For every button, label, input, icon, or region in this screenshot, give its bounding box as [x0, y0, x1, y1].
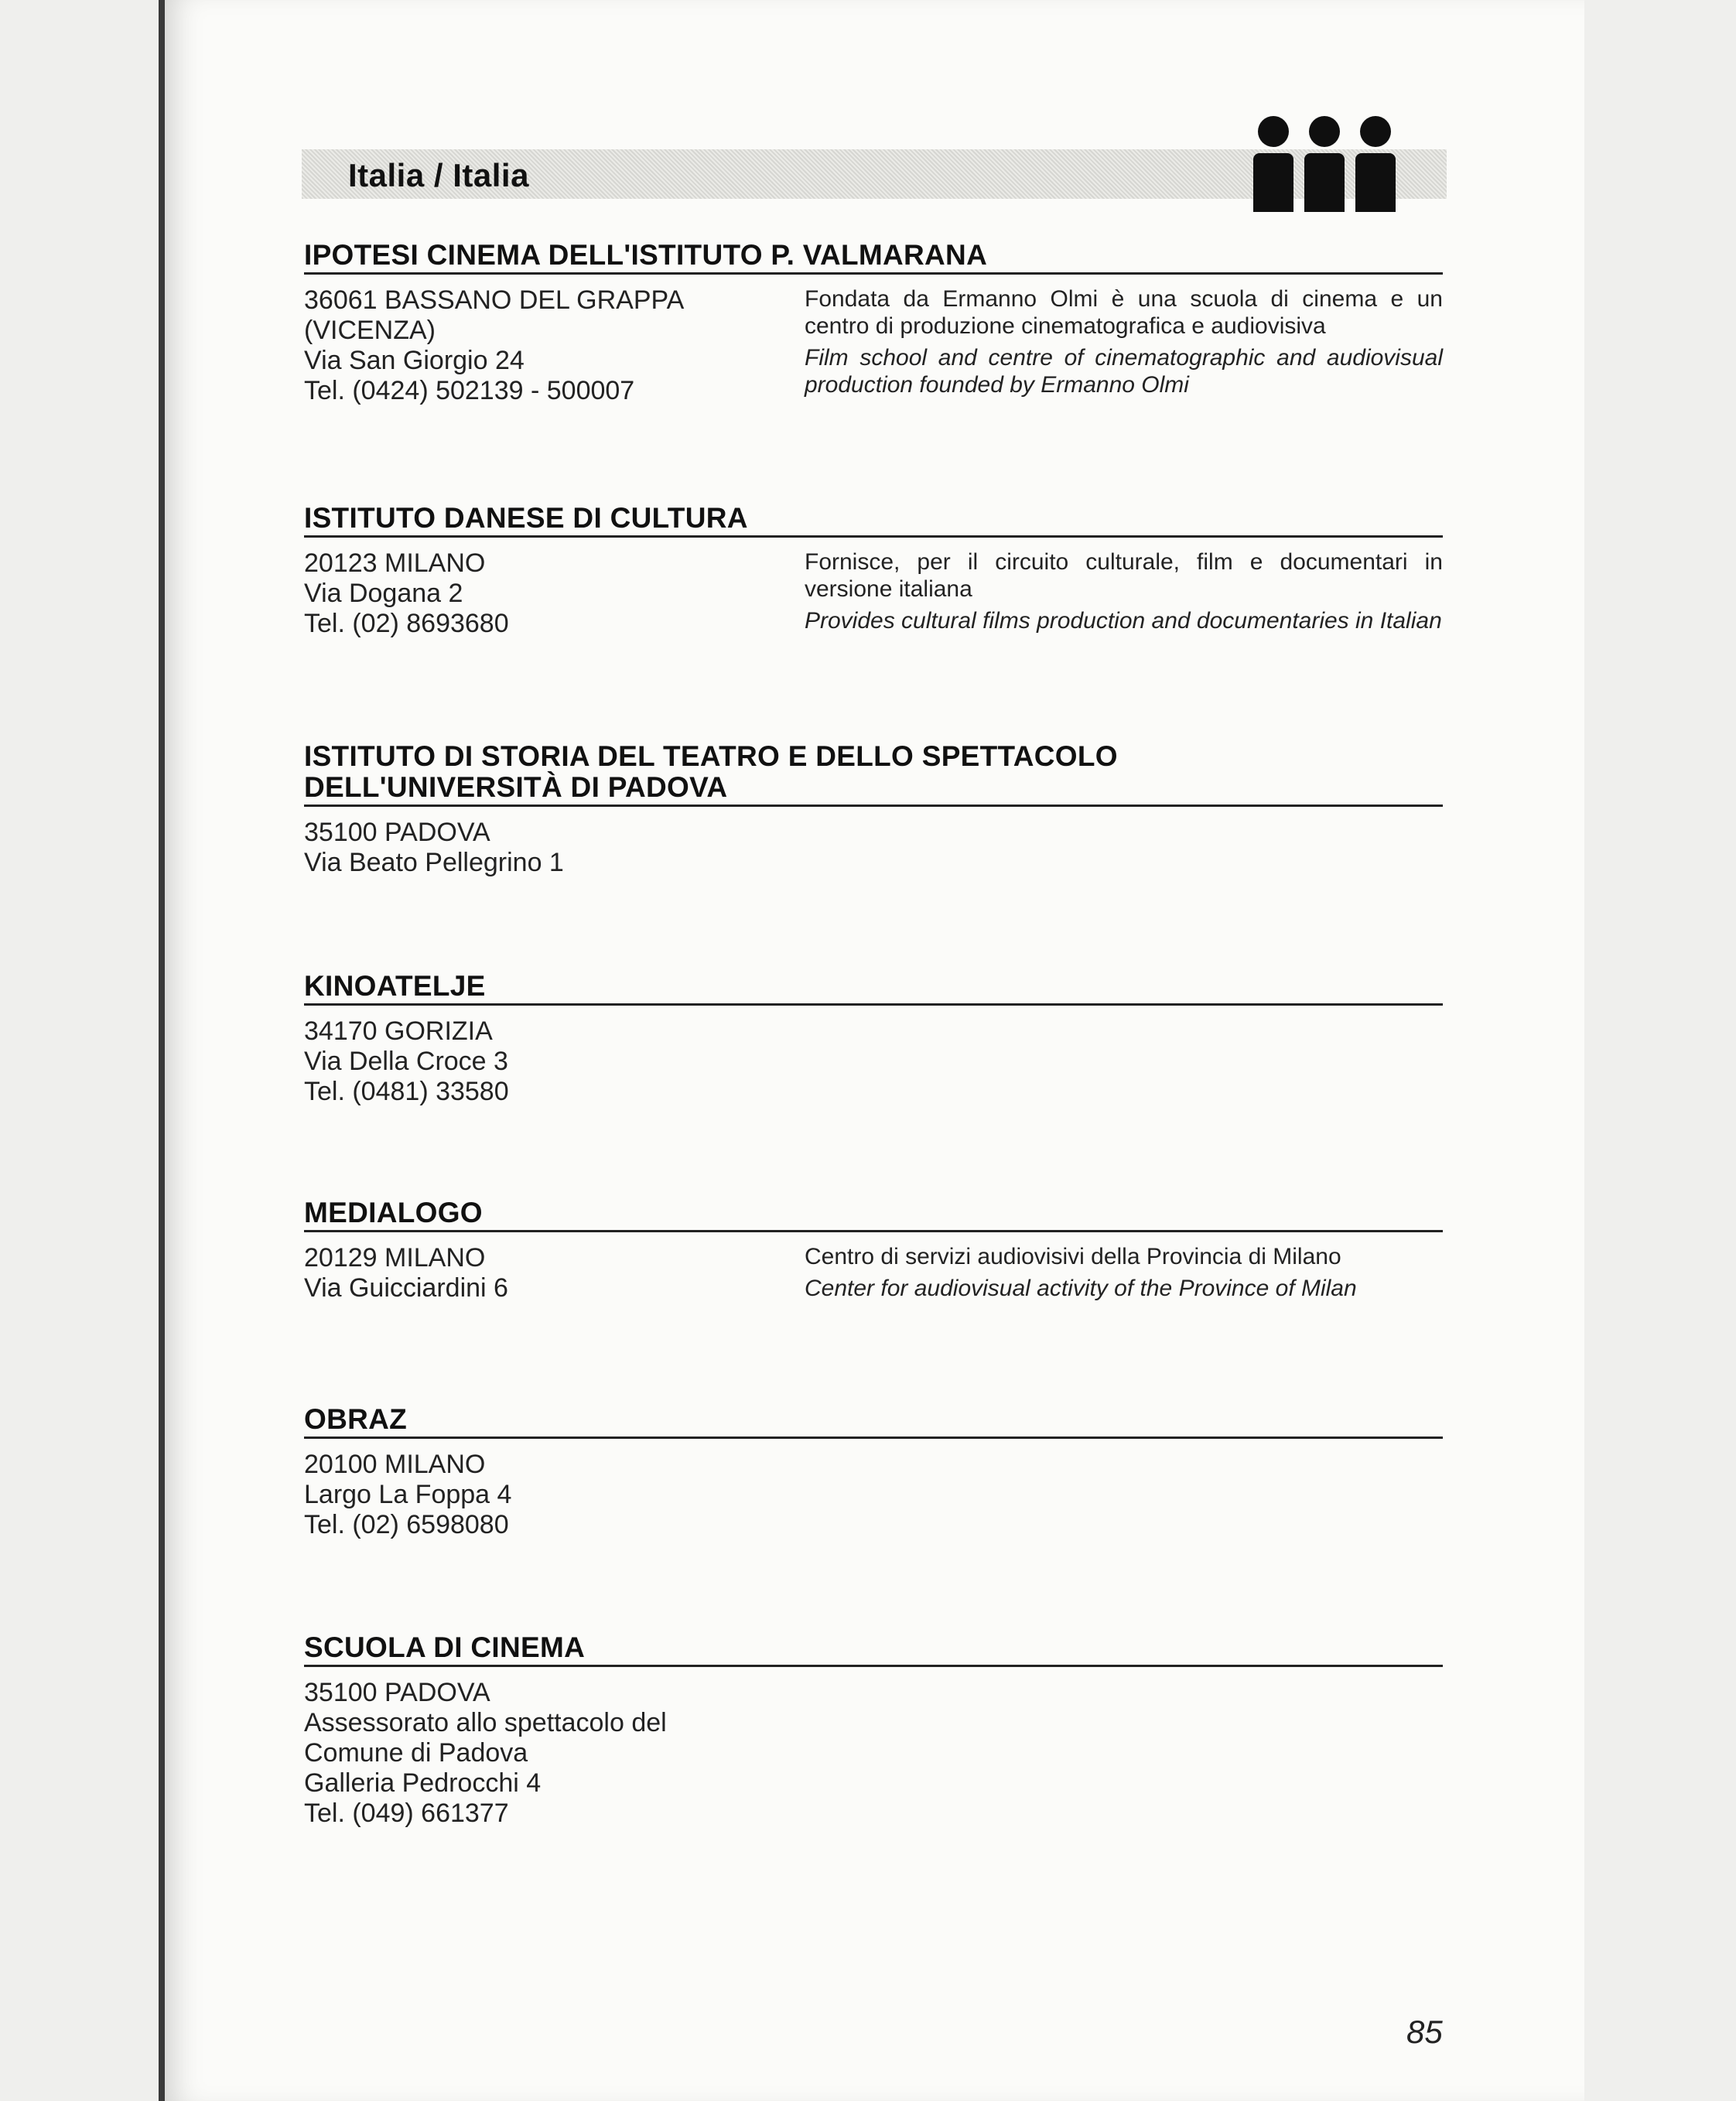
directory-entry: [304, 971, 1443, 1107]
page-number: 85: [1406, 2014, 1443, 2050]
entry-description: [805, 1243, 1443, 1302]
people-group-icon: [1253, 116, 1400, 212]
description-english: Film school and centre of cinematographic and audiovisual production founded by Ermanno Olmi: [805, 345, 1443, 398]
description-italian: Centro di servizi audiovisivi della Provincia di Milano: [805, 1244, 1341, 1269]
entry-address: 36061 BASSANO DEL GRAPPA (VICENZA) Via San Giorgio 24 Tel. (0424) 502139 - 500007: [304, 285, 685, 405]
section-title: Italia / Italia: [348, 157, 529, 193]
directory-entry: [304, 240, 1443, 406]
entry-name: [304, 741, 1443, 807]
entry-name-line-1: ISTITUTO DI STORIA DEL TEATRO E DELLO SPETTACOLO: [304, 740, 1118, 772]
person-icon: [1304, 116, 1345, 212]
directory-entry: [304, 741, 1443, 878]
entry-address: 35100 PADOVA Via Beato Pellegrino 1: [304, 818, 564, 877]
entry-address: 20129 MILANO Via Guicciardini 6: [304, 1243, 508, 1303]
description-italian: Fornisce, per il circuito culturale, film e documentari in versione italiana: [805, 549, 1443, 602]
entry-name: IPOTESI CINEMA DELL'ISTITUTO P. VALMARANA: [304, 240, 1443, 275]
person-icon: [1355, 116, 1396, 212]
directory-entry: [304, 1197, 1443, 1303]
entry-address: 20123 MILANO Via Dogana 2 Tel. (02) 8693680: [304, 548, 509, 638]
entry-description: [805, 548, 1443, 634]
entry-name: SCUOLA DI CINEMA: [304, 1632, 1443, 1667]
entry-name: OBRAZ: [304, 1404, 1443, 1439]
person-icon: [1253, 116, 1293, 212]
directory-entry: [304, 1632, 1443, 1829]
entry-name-line-2: DELL'UNIVERSITÀ DI PADOVA: [304, 771, 728, 803]
description-english: Center for audiovisual activity of the Province of Milan: [805, 1276, 1357, 1301]
entry-name: MEDIALOGO: [304, 1197, 1443, 1232]
entry-address: 35100 PADOVA Assessorato allo spettacolo del Comune di Padova Galleria Pedrocchi 4 Tel. (049) 661377: [304, 1678, 667, 1828]
entry-name: KINOATELJE: [304, 971, 1443, 1006]
directory-entry: [304, 503, 1443, 639]
entry-address: 34170 GORIZIA Via Della Croce 3 Tel. (0481) 33580: [304, 1016, 509, 1106]
description-italian: Fondata da Ermanno Olmi è una scuola di cinema e un centro di produzione cinematografica e audiovisiva: [805, 286, 1443, 339]
entry-address: 20100 MILANO Largo La Foppa 4 Tel. (02) 6598080: [304, 1450, 512, 1539]
entry-name: ISTITUTO DANESE DI CULTURA: [304, 503, 1443, 538]
entry-description: [805, 285, 1443, 398]
description-english: Provides cultural films production and documentaries in Italian: [805, 608, 1442, 634]
directory-entry: [304, 1404, 1443, 1540]
